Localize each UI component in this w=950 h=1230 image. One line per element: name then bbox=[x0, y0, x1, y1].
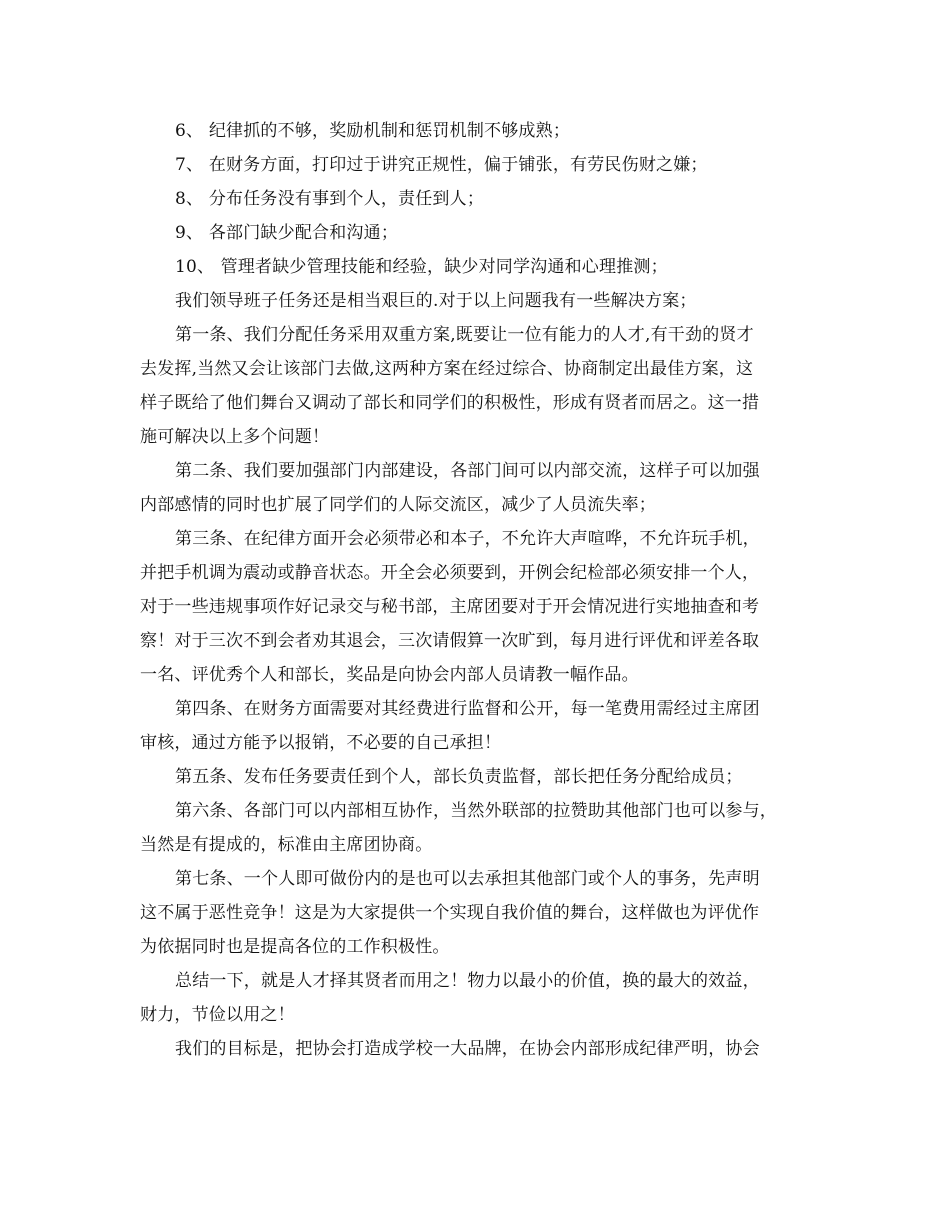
paragraph-line: 第四条、在财务方面需要对其经费进行监督和公开，每一笔费用需经过主席团 bbox=[175, 699, 760, 719]
paragraph-line: 第二条、我们要加强部门内部建设，各部门间可以内部交流，这样子可以加强 bbox=[175, 461, 760, 481]
list-number: 9、 bbox=[175, 223, 204, 243]
paragraph-line: 去发挥,当然又会让该部门去做,这两种方案在经过综合、协商制定出最佳方案，这 bbox=[140, 359, 754, 379]
list-text: 在财务方面，打印过于讲究正规性，偏于铺张，有劳民伤财之嫌； bbox=[208, 155, 708, 175]
paragraph-line: 内部感情的同时也扩展了同学们的人际交流区，减少了人员流失率； bbox=[140, 495, 656, 515]
paragraph-line: 并把手机调为震动或静音状态。开全会必须要到，开例会纪检部必须安排一个人， bbox=[140, 563, 760, 583]
paragraph-line: 样子既给了他们舞台又调动了部长和同学们的积极性，形成有贤者而居之。这一措 bbox=[140, 393, 760, 413]
paragraph-line: 对于一些违规事项作好记录交与秘书部，主席团要对于开会情况进行实地抽查和考 bbox=[140, 597, 760, 617]
paragraph-line: 第三条、在纪律方面开会必须带必和本子，不允许大声喧哗，不允许玩手机， bbox=[175, 529, 760, 549]
list-item-8 bbox=[140, 182, 816, 216]
paragraph-line: 察！对于三次不到会者劝其退会，三次请假算一次旷到，每月进行评优和评差各取 bbox=[140, 631, 760, 651]
paragraph-line: 这不属于恶性竞争！这是为大家提供一个实现自我价值的舞台，这样做也为评优作 bbox=[140, 903, 760, 923]
list-number: 10、 bbox=[175, 257, 215, 277]
paragraph-line: 财力，节俭以用之！ bbox=[140, 1005, 295, 1025]
paragraph-line: 为依据同时也是提高各位的工作积极性。 bbox=[140, 937, 450, 957]
paragraph-intro-line: 我们领导班子任务还是相当艰巨的.对于以上问题我有一些解决方案； bbox=[175, 291, 697, 311]
list-text: 纪律抓的不够，奖励机制和惩罚机制不够成熟； bbox=[208, 121, 571, 141]
list-item-9 bbox=[140, 216, 816, 250]
paragraph-line: 第一条、我们分配任务采用双重方案,既要让一位有能力的人才,有干劲的贤才 bbox=[175, 325, 754, 345]
list-item-7 bbox=[140, 148, 816, 182]
paragraph-line: 我们的目标是，把协会打造成学校一大品牌，在协会内部形成纪律严明，协会 bbox=[175, 1039, 760, 1059]
list-text: 分布任务没有事到个人，责任到人； bbox=[208, 189, 485, 209]
document-body bbox=[140, 114, 816, 1066]
list-item-6 bbox=[140, 114, 816, 148]
paragraph-line: 第七条、一个人即可做份内的是也可以去承担其他部门或个人的事务，先声明 bbox=[175, 869, 760, 889]
paragraph-line: 第六条、各部门可以内部相互协作，当然外联部的拉赞助其他部门也可以参与， bbox=[175, 801, 777, 821]
list-text: 管理者缺少管理技能和经验，缺少对同学沟通和心理推测； bbox=[220, 257, 668, 277]
list-item-10 bbox=[140, 250, 816, 284]
paragraph-line: 施可解决以上多个问题！ bbox=[140, 427, 330, 447]
list-number: 6、 bbox=[175, 121, 204, 141]
list-number: 7、 bbox=[175, 155, 204, 175]
list-text: 各部门缺少配合和沟通； bbox=[208, 223, 399, 243]
paragraph-line: 审核，通过方能予以报销，不必要的自己承担！ bbox=[140, 733, 502, 753]
list-number: 8、 bbox=[175, 189, 204, 209]
paragraph-line: 一名、评优秀个人和部长，奖品是向协会内部人员请教一幅作品。 bbox=[140, 665, 639, 685]
paragraph-line: 当然是有提成的，标准由主席团协商。 bbox=[140, 835, 433, 855]
paragraph-line: 总结一下，就是人才择其贤者而用之！物力以最小的价值，换的最大的效益， bbox=[175, 971, 760, 991]
paragraph-line: 第五条、发布任务要责任到个人，部长负责监督，部长把任务分配给成员； bbox=[175, 767, 743, 787]
